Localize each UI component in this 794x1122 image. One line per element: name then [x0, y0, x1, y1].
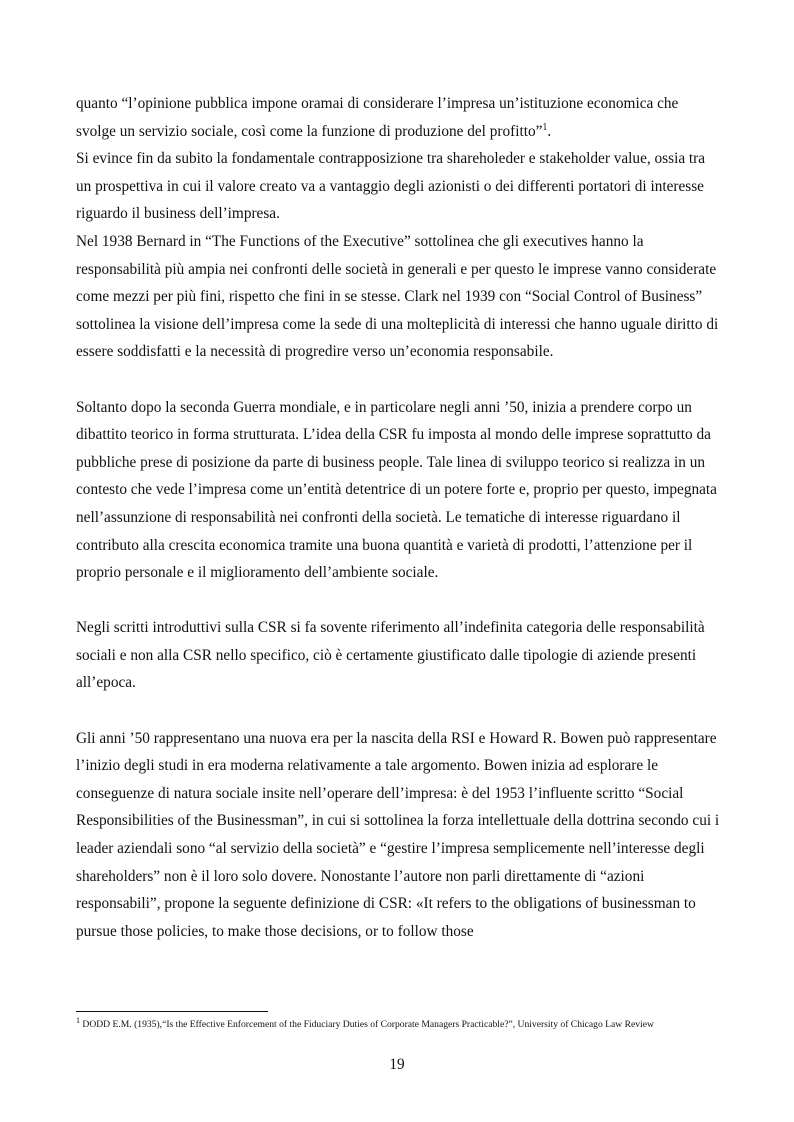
- paragraph-1-end: .: [547, 122, 552, 140]
- footnote-separator: [76, 1011, 268, 1012]
- body-text: [76, 90, 720, 945]
- paragraph-2: Si evince fin da subito la fondamentale contrapposizione tra shareholeder e stakeholder value, ossia tra un prospettiva in cui il valore creato va a vantaggio degli azionisti o dei differenti portatori di interesse riguardo il business dell’impresa.: [76, 150, 706, 223]
- paragraph-3: Nel 1938 Bernard in “The Functions of the Executive” sottolinea che gli executives hanno la responsabilità più ampia nei confronti delle società in generali e per questo le imprese vanno considerate come mezzi per più fini, rispetto che fini in se stesse. Clark nel 1939 con “Social Control of Business” sottolinea la visione dell’impresa come la sede di una molteplicità di interessi che hanno uguale diritto di essere soddisfatti e la necessità di progredire verso un’economia responsabile.: [76, 232, 719, 361]
- paragraph-4: Soltanto dopo la seconda Guerra mondiale, e in particolare negli anni ’50, inizia a prendere corpo un dibattito teorico in forma strutturata. L’idea della CSR fu imposta al mondo delle imprese soprattutto da pubbliche prese di posizione da parte di business people. Tale linea di sviluppo teorico si realizza in un contesto che vede l’impresa come un’entità detentrice di un potere forte e, proprio per questo, impegnata nell’assunzione di responsabilità nei confronti della società. Le tematiche di interesse riguardano il contributo alla crescita economica tramite una buona quantità e varietà di prodotti, l’attenzione per il proprio personale e il miglioramento dell’ambiente sociale.: [76, 398, 717, 582]
- paragraph-gap: [76, 697, 720, 725]
- footnote-reference: 1: [542, 121, 548, 133]
- paragraph-gap: [76, 366, 720, 394]
- footnote: [76, 1015, 720, 1031]
- paragraph-1: [76, 90, 720, 145]
- paragraph-6: Gli anni ’50 rappresentano una nuova era per la nascita della RSI e Howard R. Bowen può rappresentare l’inizio degli studi in era moderna relativamente a tale argomento. Bowen inizia ad esplorare le conseguenze di natura sociale insite nell’operare dell’impresa: è del 1953 l’influente scritto “Social Responsibilities of the Businessman”, in cui si sottolinea la forza intellettuale della dottrina secondo cui i leader aziendali sono “al servizio della società” e “gestire l’impresa semplicemente nell’interesse degli shareholders” non è il loro solo dovere. Nonostante l’autore non parli direttamente di “azioni responsabili”, propone la seguente definizione di CSR: «It refers to the obligations of businessman to pursue those policies, to make those decisions, or to follow those: [76, 729, 720, 940]
- footnote-number: 1: [76, 1015, 80, 1025]
- paragraph-1-text: quanto “l’opinione pubblica impone oramai di considerare l’impresa un’istituzione economica che svolge un servizio sociale, così come la funzione di produzione del profitto”: [76, 95, 679, 140]
- page-number: 19: [389, 1056, 405, 1073]
- footnote-text: DODD E.M. (1935),“Is the Effective Enforcement of the Fiduciary Duties of Corporate Managers Practicable?”, University of Chicago Law Review: [80, 1019, 654, 1030]
- paragraph-5: Negli scritti introduttivi sulla CSR si fa sovente riferimento all’indefinita categoria delle responsabilità sociali e non alla CSR nello specifico, ciò è certamente giustificato dalle tipologie di aziende presenti all’epoca.: [76, 619, 705, 692]
- paragraph-gap: [76, 587, 720, 615]
